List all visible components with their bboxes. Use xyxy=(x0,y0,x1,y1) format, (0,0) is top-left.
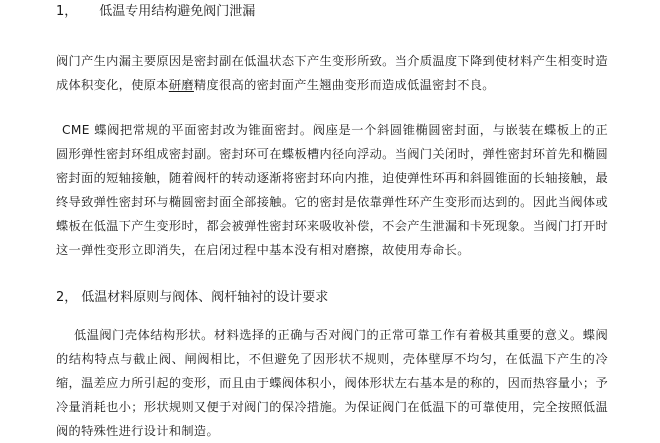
paragraph-3: 低温阀门壳体结构形状。材料选择的正确与否对阀门的正常可靠工作有着极其重要的意义。蝶阀的结构特点与截止阀、闸阀相比，不但避免了因形状不规则，壳体壁厚不均匀，在低温下产生的冷缩，温差应力所引起的变形，而且由于蝶阀体积小，阀体形状左右基本是的称的，因而热容量小；予冷量消耗也小；形状规则又便于对阀门的保冷措施。为保证阀门在低温下的可靠使用，完全按照低温阀的特殊性进行设计和制造。 xyxy=(56,328,608,438)
section-2-title: 低温材料原则与阀体、阀杆轴衬的设计要求 xyxy=(81,290,329,305)
section-2-heading xyxy=(56,289,328,307)
section-1-title: 低温专用结构避免阀门泄漏 xyxy=(99,4,256,19)
paragraph-1-text-end: 精度很高的密封面产生翘曲变形而造成低温密封不良。 xyxy=(193,78,495,92)
paragraph-1 xyxy=(56,49,608,97)
paragraph-1-text-start: 阀门产生内漏主要原因是密封副在低温状态下产生变形所致。当介质温度下降到使材料产生相变时造成体积变化，使原本 xyxy=(56,54,608,92)
paragraph-2: CME 蝶阀把常规的平面密封改为锥面密封。阀座是一个斜圆锥椭圆密封面，与嵌装在蝶板上的正圆形弹性密封环组成密封副。密封环可在蝶板槽内径向浮动。当阀门关闭时，弹性密封环首先和椭圆密封面的短轴接触，随着阀杆的转动逐渐将密封环向内推，迫使弹性环再和斜圆锥面的长轴接触，最终导致弹性密封环与椭圆密封面全部接触。它的密封是依靠弹性环产生变形而达到的。因此当阀体或蝶板在低温下产生变形时，都会被弹性密封环来吸收补偿，不会产生泄漏和卡死现象。当阀门打开时这一弹性变形立即消失，在启闭过程中基本没有相对磨擦，故使用寿命长。 xyxy=(56,123,608,257)
paragraph-1-underlined-word: 研磨 xyxy=(168,78,194,92)
section-1-number: 1， xyxy=(56,4,78,19)
section-1-heading xyxy=(56,3,255,21)
section-2-number: 2， xyxy=(56,290,78,305)
